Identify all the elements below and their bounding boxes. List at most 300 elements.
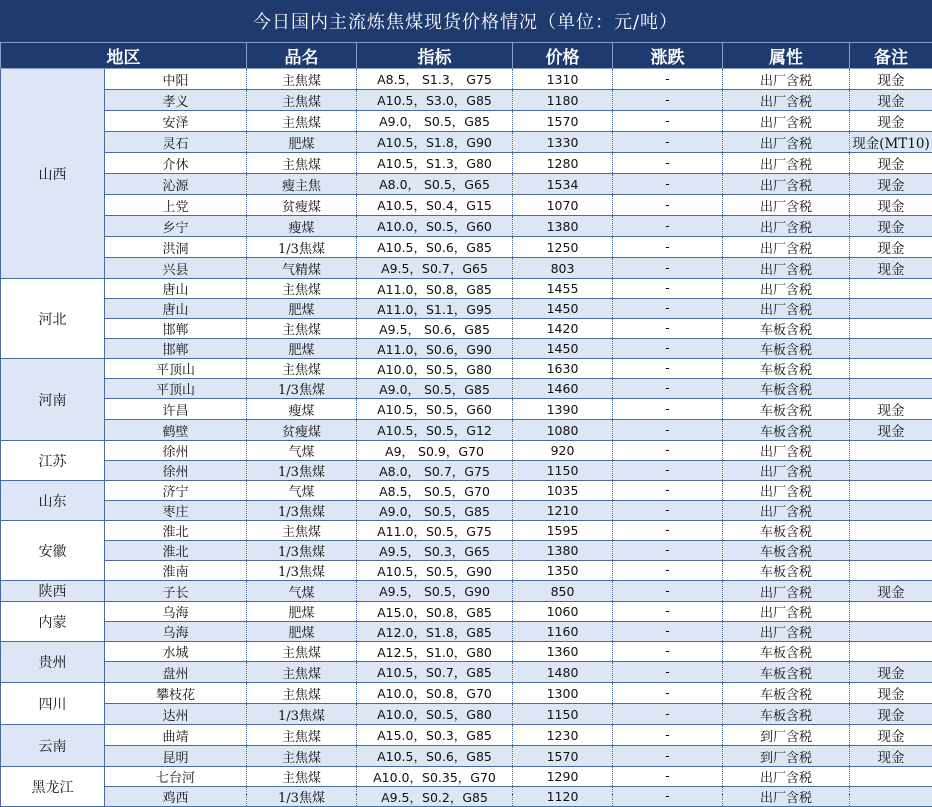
price-cell: 850	[513, 581, 613, 602]
city-cell: 中阳	[105, 69, 247, 90]
attribute-cell: 车板含税	[723, 683, 850, 704]
city-cell: 邯郸	[105, 319, 247, 339]
product-cell: 1/3焦煤	[247, 541, 357, 561]
city-cell: 淮南	[105, 561, 247, 581]
spec-cell: A10.0，S0.35，G70	[357, 767, 513, 787]
attribute-cell: 车板含税	[723, 420, 850, 441]
product-cell: 肥煤	[247, 339, 357, 359]
attribute-cell: 车板含税	[723, 399, 850, 420]
city-cell: 许昌	[105, 399, 247, 420]
note-cell	[850, 279, 932, 299]
attribute-cell: 出厂含税	[723, 69, 850, 90]
spec-cell: A11.0，S0.5，G75	[357, 521, 513, 541]
change-cell: -	[613, 561, 723, 581]
note-cell	[850, 501, 932, 521]
change-cell: -	[613, 339, 723, 359]
price-cell: 1035	[513, 481, 613, 501]
spec-cell: A15.0，S0.3，G85	[357, 725, 513, 746]
note-cell	[850, 642, 932, 662]
city-cell: 介休	[105, 153, 247, 174]
product-cell: 贫瘦煤	[247, 195, 357, 216]
table-row	[1, 132, 932, 153]
price-cell: 1420	[513, 319, 613, 339]
product-cell: 肥煤	[247, 602, 357, 622]
note-cell	[850, 787, 932, 807]
table-row	[1, 279, 932, 299]
table-row	[1, 216, 932, 237]
price-cell: 1450	[513, 299, 613, 319]
table-row	[1, 299, 932, 319]
table-row	[1, 561, 932, 581]
region-cell: 山西	[1, 69, 105, 279]
spec-cell: A9.0， S0.5，G85	[357, 379, 513, 399]
spec-cell: A9.5， S0.5，G90	[357, 581, 513, 602]
header-row	[1, 43, 932, 69]
city-cell: 子长	[105, 581, 247, 602]
note-cell	[850, 521, 932, 541]
city-cell: 达州	[105, 704, 247, 725]
table-row	[1, 581, 932, 602]
product-cell: 肥煤	[247, 622, 357, 642]
attribute-cell: 出厂含税	[723, 441, 850, 461]
attribute-cell: 出厂含税	[723, 174, 850, 195]
city-cell: 昆明	[105, 746, 247, 767]
price-cell: 1380	[513, 216, 613, 237]
note-cell: 现金	[850, 258, 932, 279]
city-cell: 曲靖	[105, 725, 247, 746]
table-row	[1, 237, 932, 258]
change-cell: -	[613, 132, 723, 153]
change-cell: -	[613, 299, 723, 319]
city-cell: 淮北	[105, 521, 247, 541]
header-price: 价格	[513, 43, 613, 69]
spec-cell: A9.5，S0.2，G85	[357, 787, 513, 807]
price-cell: 1570	[513, 746, 613, 767]
change-cell: -	[613, 153, 723, 174]
product-cell: 气煤	[247, 441, 357, 461]
product-cell: 1/3焦煤	[247, 501, 357, 521]
product-cell: 1/3焦煤	[247, 379, 357, 399]
change-cell: -	[613, 399, 723, 420]
note-cell	[850, 379, 932, 399]
attribute-cell: 出厂含税	[723, 90, 850, 111]
note-cell: 现金	[850, 704, 932, 725]
note-cell	[850, 339, 932, 359]
change-cell: -	[613, 174, 723, 195]
attribute-cell: 车板含税	[723, 339, 850, 359]
note-cell: 现金	[850, 153, 932, 174]
price-cell: 1330	[513, 132, 613, 153]
attribute-cell: 出厂含税	[723, 258, 850, 279]
spec-cell: A9.5， S0.3，G65	[357, 541, 513, 561]
spec-cell: A10.5，S0.5，G12	[357, 420, 513, 441]
region-cell: 山东	[1, 481, 105, 521]
table-body	[1, 69, 932, 807]
note-cell	[850, 541, 932, 561]
city-cell: 水城	[105, 642, 247, 662]
note-cell: 现金	[850, 725, 932, 746]
change-cell: -	[613, 359, 723, 379]
spec-cell: A10.5，S1.8，G90	[357, 132, 513, 153]
change-cell: -	[613, 420, 723, 441]
attribute-cell: 车板含税	[723, 359, 850, 379]
city-cell: 唐山	[105, 299, 247, 319]
change-cell: -	[613, 642, 723, 662]
attribute-cell: 出厂含税	[723, 581, 850, 602]
price-cell: 1290	[513, 767, 613, 787]
price-cell: 1150	[513, 461, 613, 481]
table-row	[1, 642, 932, 662]
price-cell: 1480	[513, 662, 613, 683]
price-cell: 1230	[513, 725, 613, 746]
city-cell: 鸡西	[105, 787, 247, 807]
spec-cell: A12.0，S1.8，G85	[357, 622, 513, 642]
region-cell: 安徽	[1, 521, 105, 581]
note-cell: 现金(MT10)	[850, 132, 932, 153]
header-product: 品名	[247, 43, 357, 69]
note-cell: 现金	[850, 90, 932, 111]
product-cell: 瘦煤	[247, 216, 357, 237]
spec-cell: A10.5，S0.6，G85	[357, 746, 513, 767]
change-cell: -	[613, 501, 723, 521]
change-cell: -	[613, 90, 723, 111]
city-cell: 灵石	[105, 132, 247, 153]
region-cell: 陕西	[1, 581, 105, 602]
spec-cell: A9.0， S0.5，G85	[357, 111, 513, 132]
attribute-cell: 出厂含税	[723, 153, 850, 174]
note-cell: 现金	[850, 683, 932, 704]
table-row	[1, 521, 932, 541]
change-cell: -	[613, 662, 723, 683]
region-cell: 河北	[1, 279, 105, 359]
change-cell: -	[613, 379, 723, 399]
city-cell: 枣庄	[105, 501, 247, 521]
price-cell: 1350	[513, 561, 613, 581]
attribute-cell: 出厂含税	[723, 602, 850, 622]
spec-cell: A10.5，S0.7，G85	[357, 662, 513, 683]
product-cell: 主焦煤	[247, 642, 357, 662]
attribute-cell: 出厂含税	[723, 787, 850, 807]
attribute-cell: 出厂含税	[723, 767, 850, 787]
table-row	[1, 379, 932, 399]
change-cell: -	[613, 683, 723, 704]
product-cell: 主焦煤	[247, 662, 357, 683]
spec-cell: A9， S0.9，G70	[357, 441, 513, 461]
attribute-cell: 车板含税	[723, 704, 850, 725]
table-row	[1, 541, 932, 561]
table-row	[1, 602, 932, 622]
spec-cell: A10.0，S0.5，G80	[357, 359, 513, 379]
price-cell: 1534	[513, 174, 613, 195]
note-cell: 现金	[850, 195, 932, 216]
change-cell: -	[613, 111, 723, 132]
attribute-cell: 车板含税	[723, 319, 850, 339]
product-cell: 1/3焦煤	[247, 237, 357, 258]
note-cell	[850, 767, 932, 787]
change-cell: -	[613, 69, 723, 90]
attribute-cell: 到厂含税	[723, 725, 850, 746]
price-cell: 1460	[513, 379, 613, 399]
attribute-cell: 出厂含税	[723, 501, 850, 521]
note-cell: 现金	[850, 581, 932, 602]
city-cell: 七台河	[105, 767, 247, 787]
attribute-cell: 出厂含税	[723, 111, 850, 132]
change-cell: -	[613, 767, 723, 787]
note-cell: 现金	[850, 746, 932, 767]
city-cell: 乡宁	[105, 216, 247, 237]
product-cell: 1/3焦煤	[247, 561, 357, 581]
price-cell: 1300	[513, 683, 613, 704]
product-cell: 贫瘦煤	[247, 420, 357, 441]
table-row	[1, 746, 932, 767]
product-cell: 瘦主焦	[247, 174, 357, 195]
table-row	[1, 441, 932, 461]
table-row	[1, 461, 932, 481]
note-cell: 现金	[850, 420, 932, 441]
city-cell: 兴县	[105, 258, 247, 279]
attribute-cell: 车板含税	[723, 642, 850, 662]
table-title: 今日国内主流炼焦煤现货价格情况（单位：元/吨）	[0, 0, 931, 42]
change-cell: -	[613, 787, 723, 807]
spec-cell: A10.5，S0.5，G90	[357, 561, 513, 581]
product-cell: 主焦煤	[247, 111, 357, 132]
note-cell	[850, 561, 932, 581]
spec-cell: A8.5， S1.3， G75	[357, 69, 513, 90]
product-cell: 瘦煤	[247, 399, 357, 420]
city-cell: 沁源	[105, 174, 247, 195]
table-row	[1, 501, 932, 521]
table-row	[1, 174, 932, 195]
product-cell: 肥煤	[247, 299, 357, 319]
note-cell: 现金	[850, 399, 932, 420]
product-cell: 气煤	[247, 581, 357, 602]
price-cell: 1570	[513, 111, 613, 132]
note-cell: 现金	[850, 662, 932, 683]
table-row	[1, 420, 932, 441]
city-cell: 邯郸	[105, 339, 247, 359]
product-cell: 主焦煤	[247, 153, 357, 174]
price-cell: 1595	[513, 521, 613, 541]
spec-cell: A10.0，S0.5，G60	[357, 216, 513, 237]
table-row	[1, 153, 932, 174]
attribute-cell: 出厂含税	[723, 481, 850, 501]
city-cell: 乌海	[105, 602, 247, 622]
note-cell	[850, 461, 932, 481]
city-cell: 安泽	[105, 111, 247, 132]
spec-cell: A10.0，S0.5，G80	[357, 704, 513, 725]
price-cell: 1080	[513, 420, 613, 441]
city-cell: 洪洞	[105, 237, 247, 258]
attribute-cell: 出厂含税	[723, 216, 850, 237]
header-attribute: 属性	[723, 43, 850, 69]
spec-cell: A9.5，S0.7，G65	[357, 258, 513, 279]
change-cell: -	[613, 602, 723, 622]
spec-cell: A11.0，S0.8，G85	[357, 279, 513, 299]
attribute-cell: 车板含税	[723, 662, 850, 683]
table-row	[1, 90, 932, 111]
change-cell: -	[613, 622, 723, 642]
spec-cell: A9.5， S0.6，G85	[357, 319, 513, 339]
attribute-cell: 车板含税	[723, 379, 850, 399]
attribute-cell: 出厂含税	[723, 461, 850, 481]
price-cell: 1150	[513, 704, 613, 725]
spec-cell: A10.0，S0.8，G70	[357, 683, 513, 704]
change-cell: -	[613, 258, 723, 279]
note-cell: 现金	[850, 69, 932, 90]
change-cell: -	[613, 237, 723, 258]
product-cell: 气煤	[247, 481, 357, 501]
header-region: 地区	[1, 43, 247, 69]
spec-cell: A10.5，S0.6，G85	[357, 237, 513, 258]
price-cell: 1070	[513, 195, 613, 216]
price-cell: 1210	[513, 501, 613, 521]
city-cell: 乌海	[105, 622, 247, 642]
product-cell: 1/3焦煤	[247, 704, 357, 725]
product-cell: 1/3焦煤	[247, 461, 357, 481]
change-cell: -	[613, 704, 723, 725]
spec-cell: A9.0， S0.5，G85	[357, 501, 513, 521]
price-cell: 1280	[513, 153, 613, 174]
change-cell: -	[613, 521, 723, 541]
spec-cell: A10.5，S0.5，G60	[357, 399, 513, 420]
region-cell: 江苏	[1, 441, 105, 481]
change-cell: -	[613, 216, 723, 237]
change-cell: -	[613, 541, 723, 561]
city-cell: 唐山	[105, 279, 247, 299]
note-cell	[850, 441, 932, 461]
table-row	[1, 111, 932, 132]
region-cell: 黑龙江	[1, 767, 105, 807]
spec-cell: A12.5，S1.0，G80	[357, 642, 513, 662]
price-cell: 1180	[513, 90, 613, 111]
note-cell	[850, 602, 932, 622]
table-row	[1, 787, 932, 807]
price-cell: 1310	[513, 69, 613, 90]
product-cell: 主焦煤	[247, 746, 357, 767]
city-cell: 平顶山	[105, 359, 247, 379]
city-cell: 平顶山	[105, 379, 247, 399]
price-cell: 1390	[513, 399, 613, 420]
product-cell: 肥煤	[247, 132, 357, 153]
header-change: 涨跌	[613, 43, 723, 69]
change-cell: -	[613, 461, 723, 481]
price-cell: 1450	[513, 339, 613, 359]
change-cell: -	[613, 581, 723, 602]
table-row	[1, 319, 932, 339]
attribute-cell: 车板含税	[723, 561, 850, 581]
table-row	[1, 767, 932, 787]
product-cell: 主焦煤	[247, 725, 357, 746]
attribute-cell: 车板含税	[723, 541, 850, 561]
change-cell: -	[613, 725, 723, 746]
spec-cell: A11.0，S0.6，G90	[357, 339, 513, 359]
attribute-cell: 到厂含税	[723, 746, 850, 767]
table-row	[1, 195, 932, 216]
spec-cell: A15.0，S0.8，G85	[357, 602, 513, 622]
region-cell: 云南	[1, 725, 105, 767]
price-cell: 1380	[513, 541, 613, 561]
table-row	[1, 662, 932, 683]
note-cell	[850, 319, 932, 339]
table-row	[1, 704, 932, 725]
city-cell: 孝义	[105, 90, 247, 111]
price-cell: 1160	[513, 622, 613, 642]
product-cell: 气精煤	[247, 258, 357, 279]
change-cell: -	[613, 746, 723, 767]
spec-cell: A10.5，S0.4，G15	[357, 195, 513, 216]
spec-cell: A10.5，S3.0，G85	[357, 90, 513, 111]
attribute-cell: 出厂含税	[723, 622, 850, 642]
spec-cell: A10.5，S1.3，G80	[357, 153, 513, 174]
city-cell: 盘州	[105, 662, 247, 683]
note-cell	[850, 359, 932, 379]
region-cell: 四川	[1, 683, 105, 725]
region-cell: 内蒙	[1, 602, 105, 642]
note-cell	[850, 481, 932, 501]
spec-cell: A8.0， S0.5，G65	[357, 174, 513, 195]
product-cell: 主焦煤	[247, 521, 357, 541]
note-cell: 现金	[850, 237, 932, 258]
attribute-cell: 车板含税	[723, 521, 850, 541]
spec-cell: A11.0，S1.1，G95	[357, 299, 513, 319]
spec-cell: A8.0， S0.7，G75	[357, 461, 513, 481]
product-cell: 主焦煤	[247, 767, 357, 787]
city-cell: 攀枝花	[105, 683, 247, 704]
change-cell: -	[613, 441, 723, 461]
note-cell: 现金	[850, 216, 932, 237]
product-cell: 主焦煤	[247, 90, 357, 111]
price-cell: 803	[513, 258, 613, 279]
city-cell: 淮北	[105, 541, 247, 561]
change-cell: -	[613, 481, 723, 501]
table-row	[1, 399, 932, 420]
note-cell	[850, 299, 932, 319]
note-cell: 现金	[850, 174, 932, 195]
city-cell: 徐州	[105, 461, 247, 481]
price-cell: 1360	[513, 642, 613, 662]
table-row	[1, 69, 932, 90]
attribute-cell: 出厂含税	[723, 299, 850, 319]
spec-cell: A8.5， S0.5，G70	[357, 481, 513, 501]
attribute-cell: 出厂含税	[723, 237, 850, 258]
product-cell: 主焦煤	[247, 683, 357, 704]
region-cell: 河南	[1, 359, 105, 441]
note-cell	[850, 622, 932, 642]
note-cell: 现金	[850, 111, 932, 132]
attribute-cell: 出厂含税	[723, 279, 850, 299]
city-cell: 徐州	[105, 441, 247, 461]
city-cell: 济宁	[105, 481, 247, 501]
price-cell: 1120	[513, 787, 613, 807]
table-row	[1, 481, 932, 501]
price-cell: 1060	[513, 602, 613, 622]
city-cell: 上党	[105, 195, 247, 216]
product-cell: 主焦煤	[247, 359, 357, 379]
product-cell: 主焦煤	[247, 69, 357, 90]
header-spec: 指标	[357, 43, 513, 69]
table-row	[1, 359, 932, 379]
table-row	[1, 258, 932, 279]
table-row	[1, 725, 932, 746]
city-cell: 鹤壁	[105, 420, 247, 441]
price-cell: 1455	[513, 279, 613, 299]
price-cell: 920	[513, 441, 613, 461]
price-cell: 1630	[513, 359, 613, 379]
change-cell: -	[613, 279, 723, 299]
table-row	[1, 622, 932, 642]
change-cell: -	[613, 195, 723, 216]
coking-coal-price-table	[0, 42, 932, 807]
